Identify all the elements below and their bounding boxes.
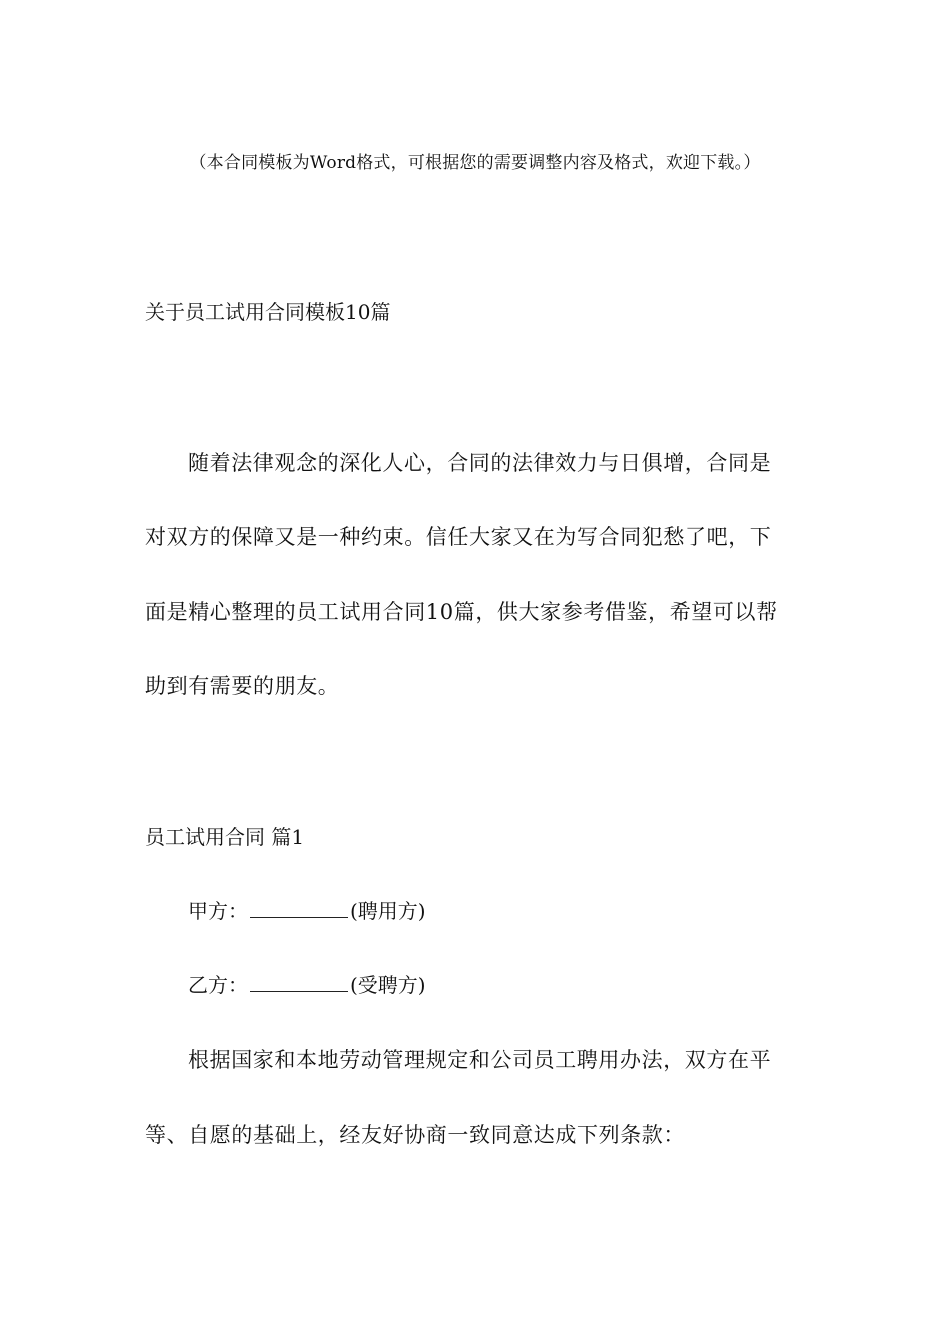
party-a-label: 甲方： <box>188 899 248 923</box>
party-b-line <box>188 970 426 1000</box>
intro-line-4: 助到有需要的朋友。 <box>145 674 340 698</box>
template-note: （本合同模板为Word格式，可根据您的需要调整内容及格式，欢迎下载。） <box>189 153 761 173</box>
party-a-blank <box>250 896 348 918</box>
clause-line-1: 根据国家和本地劳动管理规定和公司员工聘用办法，双方在平 <box>188 1048 772 1072</box>
party-a-line <box>188 896 426 926</box>
party-b-role: (受聘方) <box>350 973 426 997</box>
intro-line-3: 面是精心整理的员工试用合同10篇，供大家参考借鉴，希望可以帮 <box>145 600 778 624</box>
section-heading: 员工试用合同 篇1 <box>145 825 305 849</box>
intro-line-1: 随着法律观念的深化人心，合同的法律效力与日俱增，合同是 <box>188 451 772 475</box>
clause-line-2: 等、自愿的基础上，经友好协商一致同意达成下列条款： <box>145 1123 685 1147</box>
party-a-role: (聘用方) <box>350 899 426 923</box>
document-title: 关于员工试用合同模板10篇 <box>145 300 391 324</box>
party-b-blank <box>250 970 348 992</box>
party-b-label: 乙方： <box>188 973 248 997</box>
intro-line-2: 对双方的保障又是一种约束。信任大家又在为写合同犯愁了吧，下 <box>145 525 772 549</box>
